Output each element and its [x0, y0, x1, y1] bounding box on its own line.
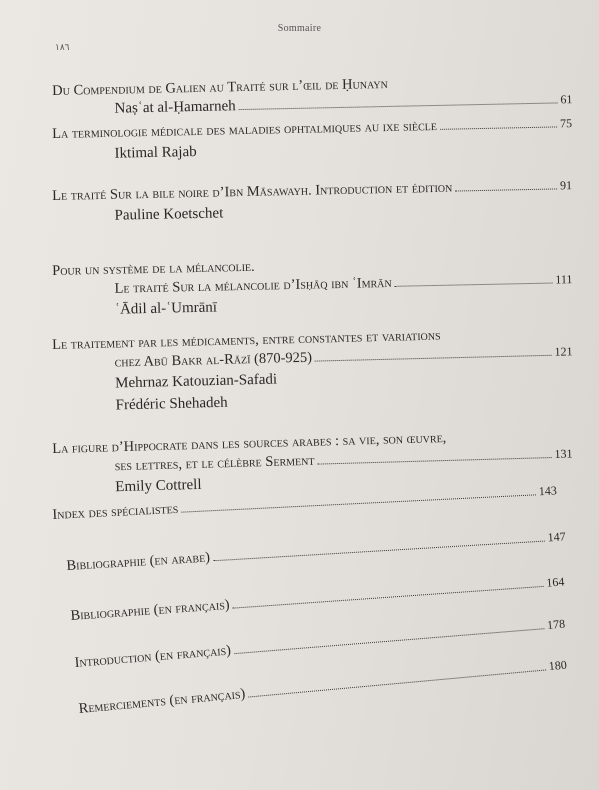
toc-entry[interactable] [52, 115, 573, 165]
entry-title: La terminologie médicale des maladies ophtalmiques au ixe siècle [52, 117, 438, 142]
dot-leader [248, 669, 546, 697]
dot-leader [318, 457, 552, 465]
dot-leader [233, 586, 544, 609]
toc-entry[interactable] [70, 573, 565, 624]
entry-title-part2: chez Abū Bakr al-Rāzī (870-925) [114, 349, 313, 371]
entry-author: Naṣʿat al-Ḥamarneh [114, 98, 236, 117]
entry-title: Bibliographie (en français) [70, 596, 231, 624]
entry-author: Emily Cottrell [115, 476, 202, 496]
dot-leader [315, 355, 552, 362]
entry-title: Du Compendium de Galien au Traité sur l’œil de Ḥunayn [52, 75, 388, 99]
toc-entry[interactable] [52, 252, 573, 321]
entry-author: ʿĀdil al-ʿUmrānī [114, 299, 218, 318]
entry-title: Introduction (en français) [74, 642, 232, 671]
entry-page-number: 75 [559, 116, 573, 131]
entry-title-part1: La figure d’Hippocrate dans les sources arabes : sa vie, son œuvre, [52, 429, 447, 457]
running-title: Sommaire [277, 23, 322, 34]
dot-leader [239, 102, 558, 110]
page-number: ١٨٦ [55, 42, 70, 52]
entry-title-part1: Le traitement par les médicaments, entre constantes et variations [52, 327, 441, 353]
entry-page-number: 143 [538, 483, 558, 499]
dot-leader [234, 628, 544, 654]
entry-author: Iktimal Rajab [114, 143, 197, 162]
entry-page-number: 131 [554, 446, 573, 461]
entry-page-number: 121 [554, 344, 573, 359]
entry-page-number: 111 [555, 272, 573, 287]
dot-leader [395, 283, 553, 287]
entry-page-number: 178 [546, 616, 566, 632]
dot-leader [455, 188, 557, 191]
toc-entry[interactable] [52, 72, 573, 119]
entry-title-line [66, 528, 566, 575]
entry-page-number: 180 [548, 657, 568, 674]
entry-title-part2: ses lettres, et le célèbre Serment [114, 452, 315, 475]
entry-title: Remerciements (en français) [78, 685, 246, 717]
dot-leader [213, 541, 545, 562]
entry-author-2: Frédéric Shehadeh [115, 394, 228, 414]
toc-entry[interactable] [66, 528, 566, 575]
toc-entry[interactable] [52, 324, 574, 417]
entry-title-part1: Pour un système de la mélancolie. [52, 258, 255, 279]
dot-leader [181, 494, 536, 512]
entry-title: Index des spécialistes [52, 500, 179, 523]
entry-page-number: 147 [547, 529, 567, 545]
entry-page-number: 61 [560, 92, 573, 107]
entry-title: Le traité Sur la bile noire d’Ibn Māsawayh. Introduction et édition [52, 179, 453, 204]
entry-title-line [70, 573, 565, 624]
dot-leader [440, 126, 557, 129]
entry-page-number: 91 [559, 178, 573, 193]
entry-author: Pauline Koetschet [114, 205, 224, 224]
entry-title-part2: Le traité Sur la mélancolie d’Isḥāq ibn ʿImrān [114, 274, 392, 297]
toc-entry[interactable] [52, 177, 573, 227]
entry-page-number: 164 [545, 574, 565, 590]
entry-title: Bibliographie (en arabe) [66, 549, 211, 574]
entry-author: Mehrnaz Katouzian-Safadi [114, 371, 278, 392]
